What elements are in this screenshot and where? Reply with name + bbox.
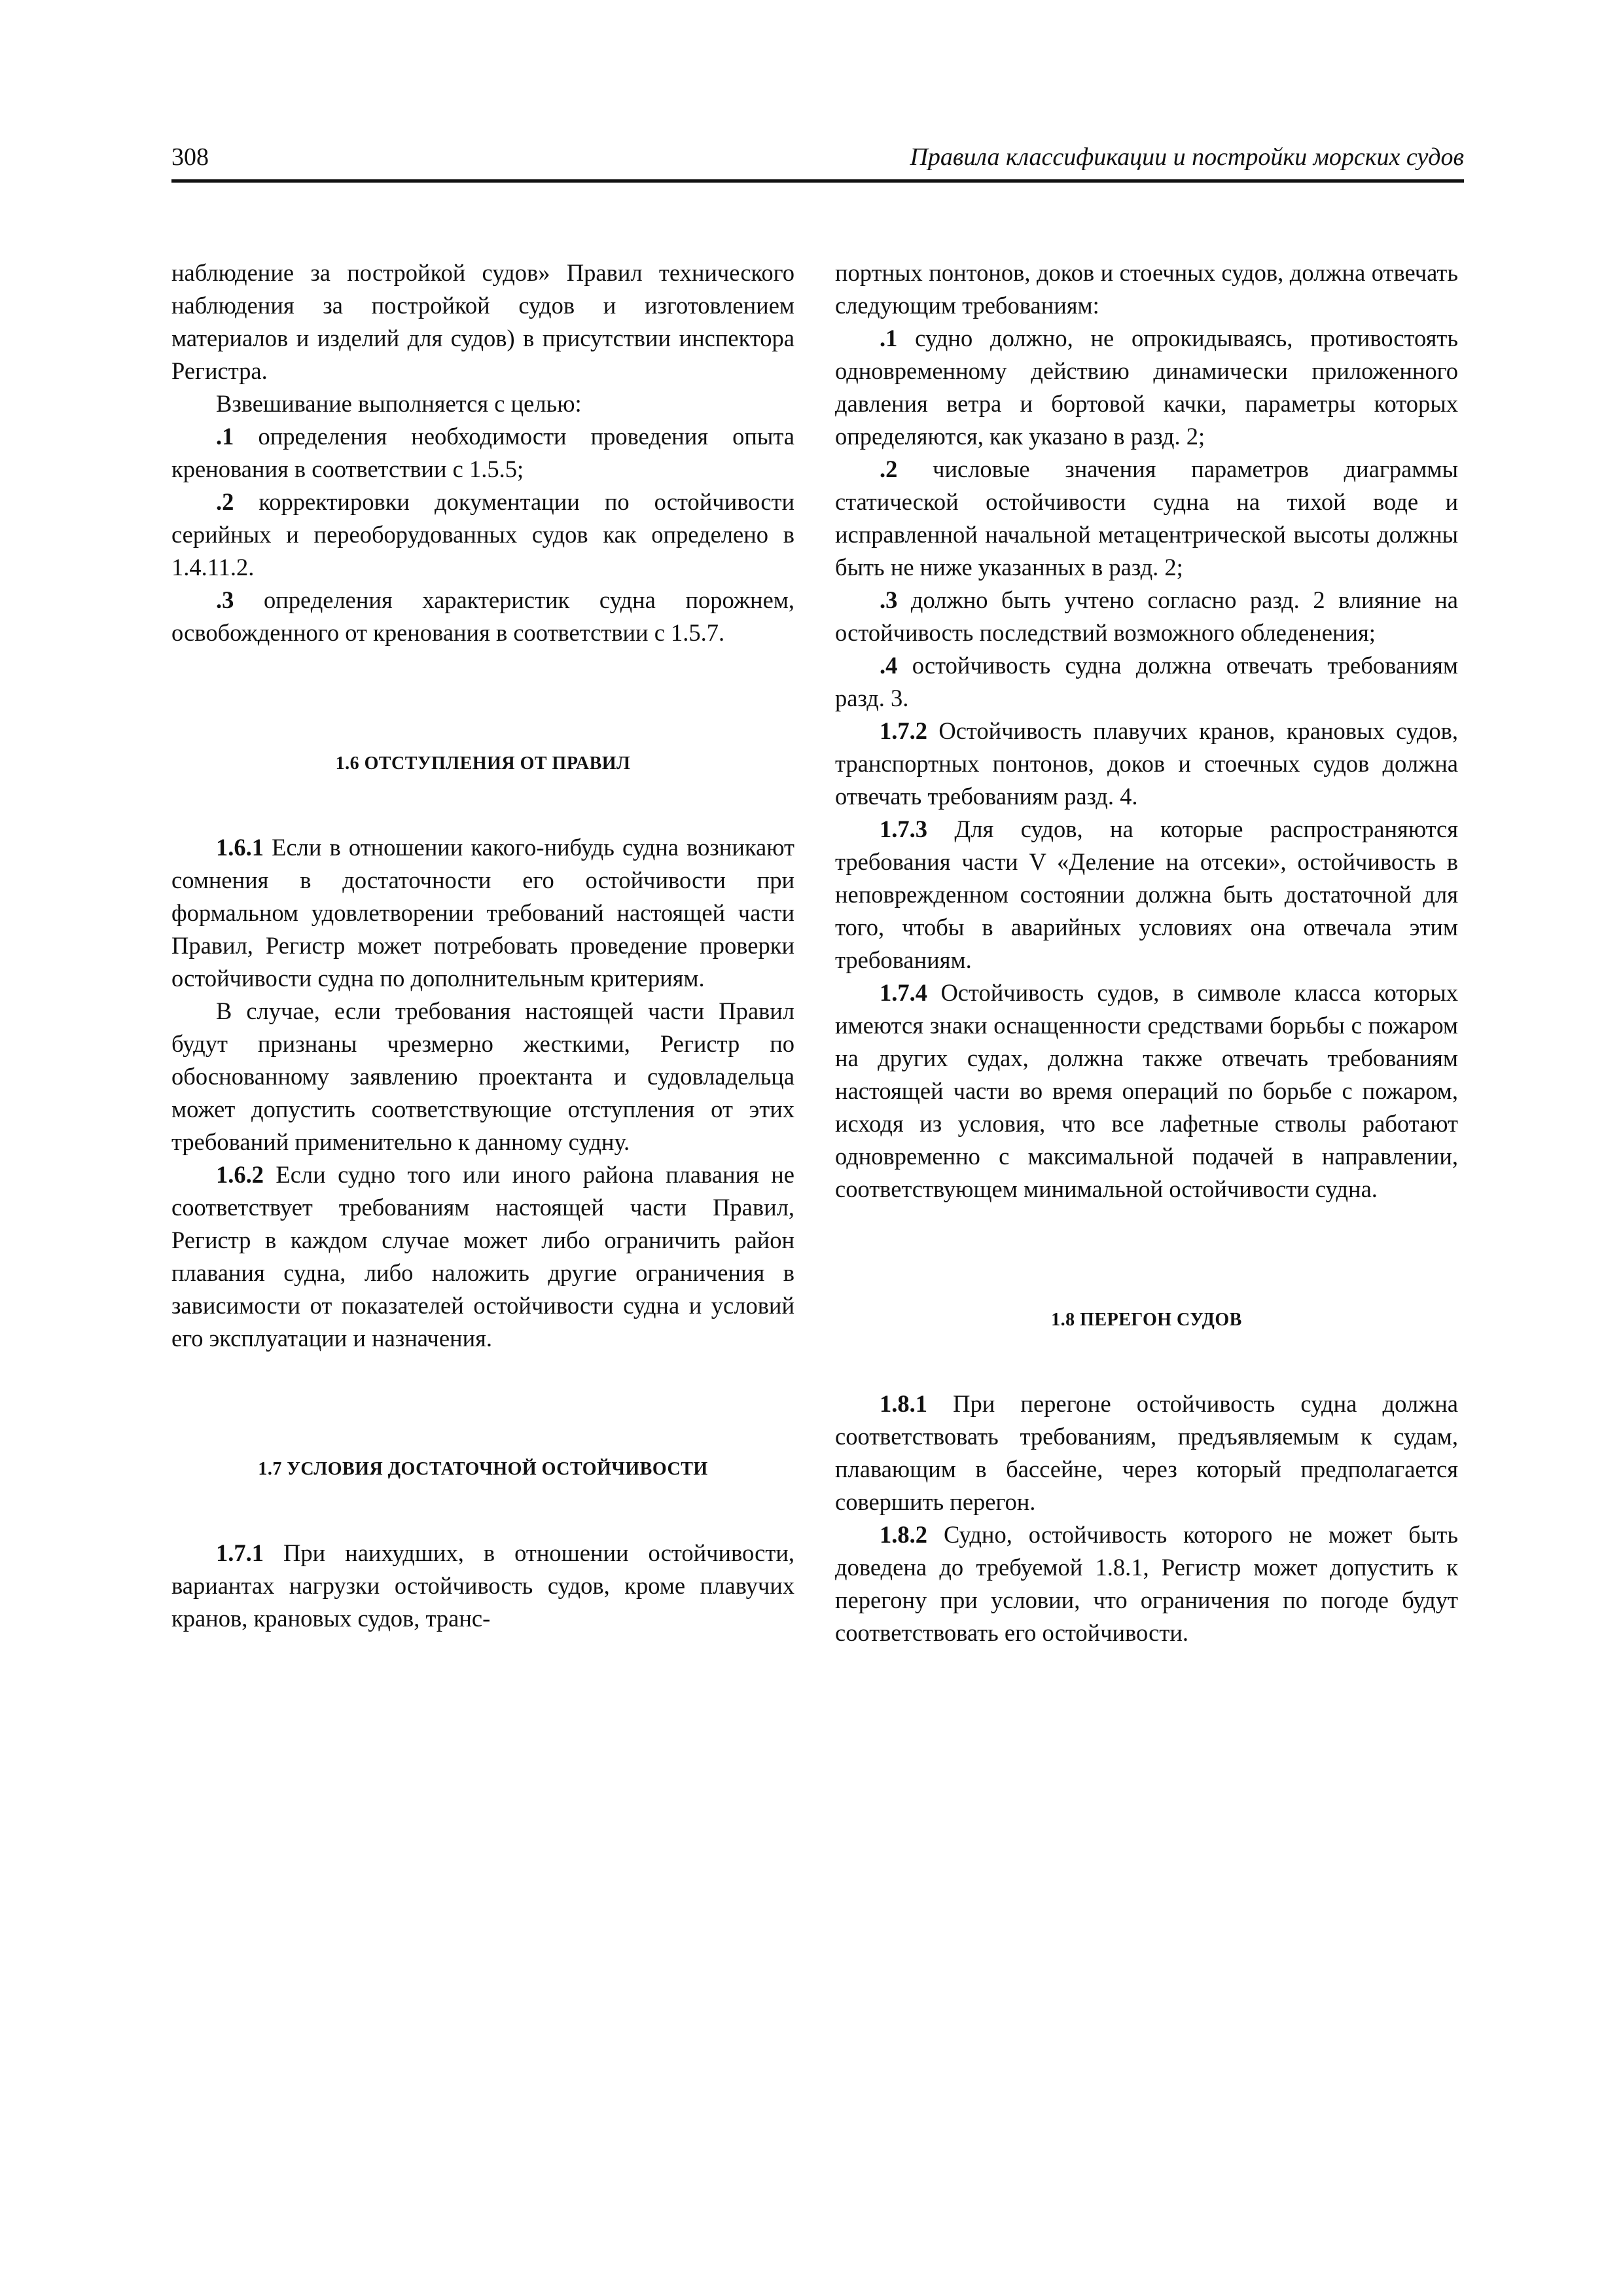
- page-header: [171, 143, 1464, 183]
- paragraph: [171, 1158, 794, 1355]
- clause-text: Остойчивость плавучих кранов, крановых судов, транспортных понтонов, доков и стоечных судов должна отвечать требованиям разд. 4.: [835, 717, 1458, 810]
- section-heading: 1.7 УСЛОВИЯ ДОСТАТОЧНОЙ ОСТОЙЧИВОСТИ: [258, 1459, 708, 1479]
- paragraph: [171, 1537, 794, 1635]
- list-item: [171, 420, 794, 486]
- paragraph: В случае, если требования настоящей части Правил будут признаны чрезмерно жесткими, Регистр по обоснованному заявлению проектанта и судовладельца может допустить соответствующие отступления от этих требований применительно к данному судну.: [171, 997, 794, 1155]
- list-item: [835, 649, 1458, 715]
- clause-text: Если в отношении какого-нибудь судна возникают сомнения в достаточности его остойчивости при формальном удовлетворении требований настоящей части Правил, Регистр может потребовать проведение проверки остойчивости судна по дополнительным критериям.: [171, 834, 794, 992]
- list-item: [171, 584, 794, 649]
- section-heading: 1.8 ПЕРЕГОН СУДОВ: [1051, 1310, 1242, 1330]
- clause-number: 1.7.1: [216, 1539, 264, 1566]
- item-number: .2: [216, 488, 234, 515]
- clause-number: 1.7.4: [880, 979, 927, 1006]
- item-number: .3: [216, 586, 234, 613]
- clause-text: Если судно того или иного района плавания не соответствует требованиям настоящей части Правил, Регистр в каждом случае может либо ограничить район плавания судна, либо наложить другие ограничения в зависимости от показателей остойчивости судна и условий его эксплуатации и назначения.: [171, 1161, 794, 1352]
- paragraph: Взвешивание выполняется с целью:: [216, 390, 582, 417]
- paragraph: наблюдение за постройкой судов» Правил технического наблюдения за постройкой судов и изготовлением материалов и изделий для судов) в присутствии инспектора Регистра.: [171, 259, 794, 384]
- running-title: Правила классификации и постройки морских судов: [910, 143, 1464, 171]
- item-number: .4: [880, 652, 898, 679]
- page-number: 308: [171, 143, 209, 171]
- paragraph: [835, 813, 1458, 977]
- item-text: корректировки документации по остойчивости серийных и переоборудованных судов как определено в 1.4.11.2.: [171, 488, 794, 581]
- clause-number: 1.7.3: [880, 816, 927, 842]
- clause-number: 1.8.2: [880, 1521, 927, 1548]
- clause-text: Судно, остойчивость которого не может быть доведена до требуемой 1.8.1, Регистр может допустить к перегону при условии, что ограничения по погоде будут соответствовать его остойчивости.: [835, 1521, 1458, 1646]
- clause-text: При перегоне остойчивость судна должна соответствовать требованиям, предъявляемым к судам, плавающим в бассейне, через который предполагается совершить перегон.: [835, 1390, 1458, 1515]
- item-text: числовые значения параметров диаграммы статической остойчивости судна на тихой воде и исправленной начальной метацентрической высоты должны быть не ниже указанных в разд. 2;: [835, 456, 1458, 581]
- clause-text: Остойчивость судов, в символе класса которых имеются знаки оснащенности средствами борьбы с пожаром на других судах, должна также отвечать требованиям настоящей части во время операций по борьбе с пожаром, исходя из условия, что все лафетные стволы работают одновременно с максимальной подачей в направлении, соответствующем минимальной остойчивости судна.: [835, 979, 1458, 1202]
- list-item: [171, 486, 794, 584]
- paragraph: [835, 977, 1458, 1206]
- list-item: [835, 584, 1458, 649]
- clause-text: Для судов, на которые распространяются требования части V «Деление на отсеки», остойчивость в неповрежденном состоянии должна быть достаточной для того, чтобы в аварийных условиях она отвечала этим требованиям.: [835, 816, 1458, 973]
- item-number: .2: [880, 456, 898, 482]
- paragraph: [835, 1388, 1458, 1518]
- item-number: .1: [880, 325, 898, 351]
- clause-number: 1.8.1: [880, 1390, 927, 1417]
- list-item: [835, 322, 1458, 453]
- list-item: [835, 453, 1458, 584]
- paragraph: [835, 1518, 1458, 1649]
- item-text: определения характеристик судна порожнем, освобожденного от кренования в соответствии с 1.5.7.: [171, 586, 794, 646]
- clause-number: 1.6.2: [216, 1161, 264, 1188]
- paragraph: [171, 831, 794, 995]
- item-text: остойчивость судна должна отвечать требованиям разд. 3.: [835, 652, 1458, 711]
- left-column: [171, 257, 794, 1635]
- clause-number: 1.7.2: [880, 717, 927, 744]
- paragraph: портных понтонов, доков и стоечных судов, должна отвечать следующим требованиям:: [835, 259, 1458, 319]
- item-text: определения необходимости проведения опыта кренования в соответствии с 1.5.5;: [171, 423, 794, 482]
- item-number: .1: [216, 423, 234, 450]
- right-column: [835, 257, 1458, 1649]
- clause-text: При наихудших, в отношении остойчивости, вариантах нагрузки остойчивость судов, кроме плавучих кранов, крановых судов, транс-: [171, 1539, 794, 1632]
- paragraph: [835, 715, 1458, 813]
- section-heading: 1.6 ОТСТУПЛЕНИЯ ОТ ПРАВИЛ: [335, 753, 631, 774]
- item-number: .3: [880, 586, 898, 613]
- item-text: должно быть учтено согласно разд. 2 влияние на остойчивость последствий возможного обледенения;: [835, 586, 1458, 646]
- item-text: судно должно, не опрокидываясь, противостоять одновременному действию динамически приложенного давления ветра и бортовой качки, параметры которых определяются, как указано в разд. 2;: [835, 325, 1458, 450]
- clause-number: 1.6.1: [216, 834, 264, 861]
